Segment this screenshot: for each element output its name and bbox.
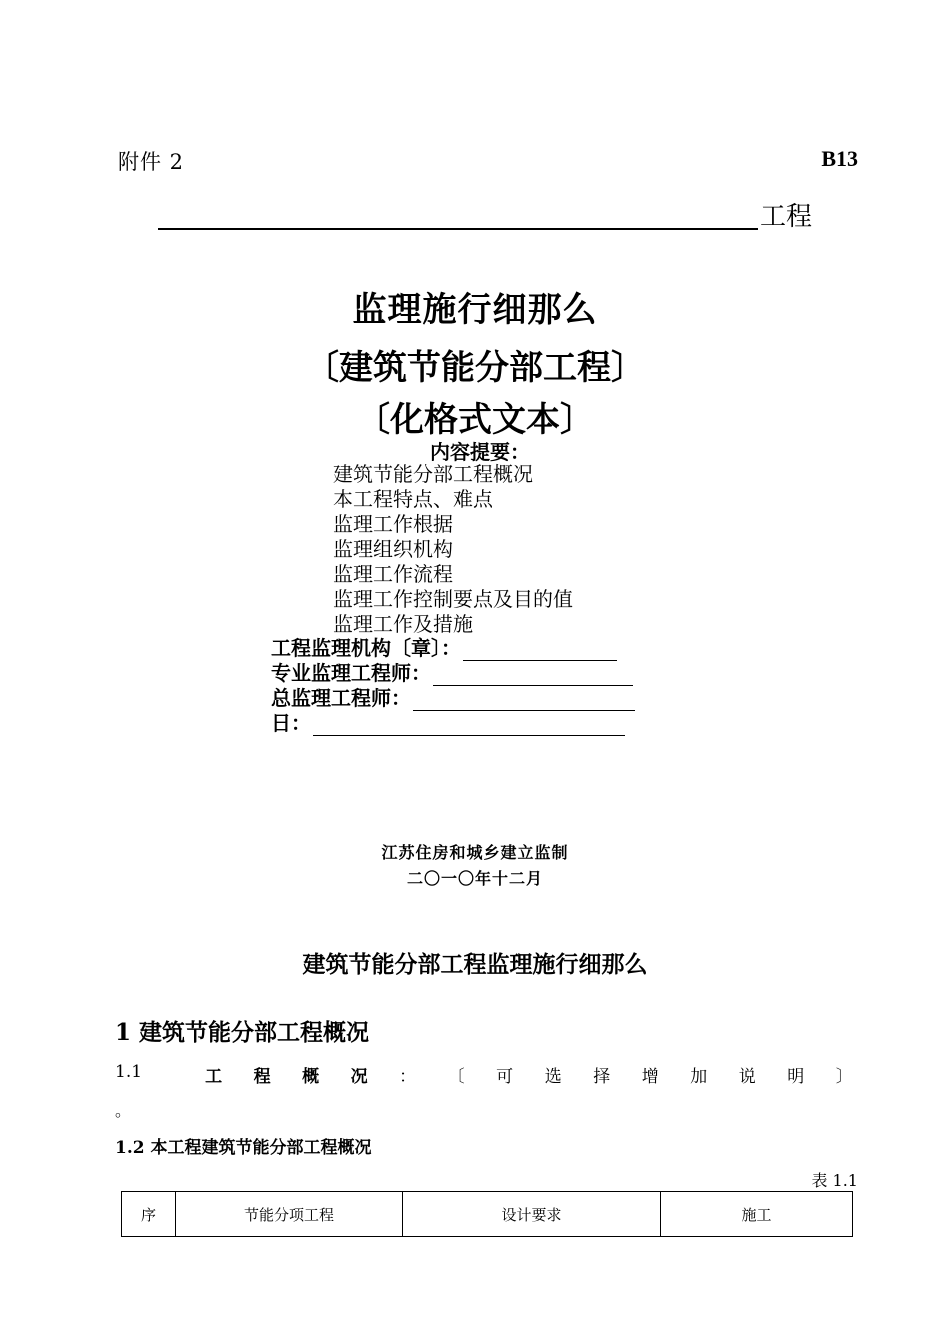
summary-item: 本工程特点、难点 bbox=[333, 487, 493, 511]
org-seal-field[interactable] bbox=[463, 640, 617, 661]
note-char: 〔 bbox=[447, 1067, 465, 1087]
engineer-signature-field[interactable] bbox=[433, 665, 633, 686]
note-char: 加 bbox=[690, 1067, 708, 1087]
document-heading: 建筑节能分部工程监理施行细那么 bbox=[302, 951, 648, 978]
section-1-1-number: 1.1 bbox=[115, 1062, 143, 1082]
table-label: 表 1.1 bbox=[811, 1171, 858, 1190]
note-char: 明 bbox=[787, 1067, 805, 1087]
sign-row-chief bbox=[271, 686, 635, 711]
overview-table bbox=[121, 1191, 853, 1237]
sign-row-engineer bbox=[271, 661, 635, 686]
issuer-name: 江苏住房和城乡建立监制 bbox=[381, 843, 569, 862]
table-header-row bbox=[122, 1192, 853, 1237]
summary-list bbox=[333, 462, 573, 637]
summary-item: 监理工作根据 bbox=[333, 512, 453, 536]
table-header-cell: 施工 bbox=[661, 1192, 853, 1237]
sign-label-chief: 总监理工程师： bbox=[271, 686, 411, 710]
summary-heading: 内容提要： bbox=[430, 440, 530, 464]
section-1-1-line bbox=[115, 1062, 853, 1087]
section-1-1-tail: 。 bbox=[115, 1101, 132, 1120]
section-1-1-char: 程 bbox=[253, 1067, 271, 1087]
summary-item: 监理组织机构 bbox=[333, 537, 453, 561]
attachment-label: 附件 2 bbox=[118, 150, 185, 174]
chief-signature-field[interactable] bbox=[413, 690, 635, 711]
section-1-2-heading: 1.2 本工程建筑节能分部工程概况 bbox=[115, 1138, 372, 1158]
note-char: 可 bbox=[496, 1067, 514, 1087]
note-char: 说 bbox=[738, 1067, 756, 1087]
sign-row-date bbox=[271, 711, 635, 736]
note-char: 选 bbox=[544, 1067, 562, 1087]
format-title: 〔化格式文本〕 bbox=[356, 400, 594, 440]
note-char: 择 bbox=[593, 1067, 611, 1087]
summary-item: 监理工作流程 bbox=[333, 562, 453, 586]
table-header-cell: 节能分项工程 bbox=[176, 1192, 403, 1237]
sign-label-org: 工程监理机构〔章〕： bbox=[271, 636, 461, 660]
sub-title: 〔建筑节能分部工程〕 bbox=[305, 348, 645, 388]
sign-label-date: 日： bbox=[271, 711, 311, 735]
signature-block bbox=[271, 636, 635, 736]
table-header-cell: 设计要求 bbox=[403, 1192, 661, 1237]
issue-date: 二〇一〇年十二月 bbox=[406, 869, 543, 888]
summary-item: 监理工作及措施 bbox=[333, 612, 473, 636]
section-1-1-char: 况 bbox=[350, 1067, 368, 1087]
project-suffix: 工程 bbox=[760, 202, 813, 232]
project-name-blank[interactable] bbox=[158, 200, 758, 230]
form-code: B13 bbox=[821, 146, 858, 171]
note-char: 〕 bbox=[835, 1067, 853, 1087]
summary-item: 建筑节能分部工程概况 bbox=[333, 462, 533, 486]
note-char: 增 bbox=[641, 1067, 659, 1087]
main-title: 监理施行细那么 bbox=[352, 290, 598, 330]
section-1-heading: 1 建筑节能分部工程概况 bbox=[115, 1019, 370, 1046]
sign-label-engineer: 专业监理工程师： bbox=[271, 661, 431, 685]
section-1-1-char: 概 bbox=[302, 1067, 320, 1087]
date-field[interactable] bbox=[313, 715, 625, 736]
summary-item: 监理工作控制要点及目的值 bbox=[333, 587, 573, 611]
section-1-1-colon: ： bbox=[399, 1067, 417, 1087]
sign-row-org bbox=[271, 636, 635, 661]
section-1-1-char: 工 bbox=[205, 1067, 223, 1087]
table-header-cell: 序 bbox=[122, 1192, 176, 1237]
